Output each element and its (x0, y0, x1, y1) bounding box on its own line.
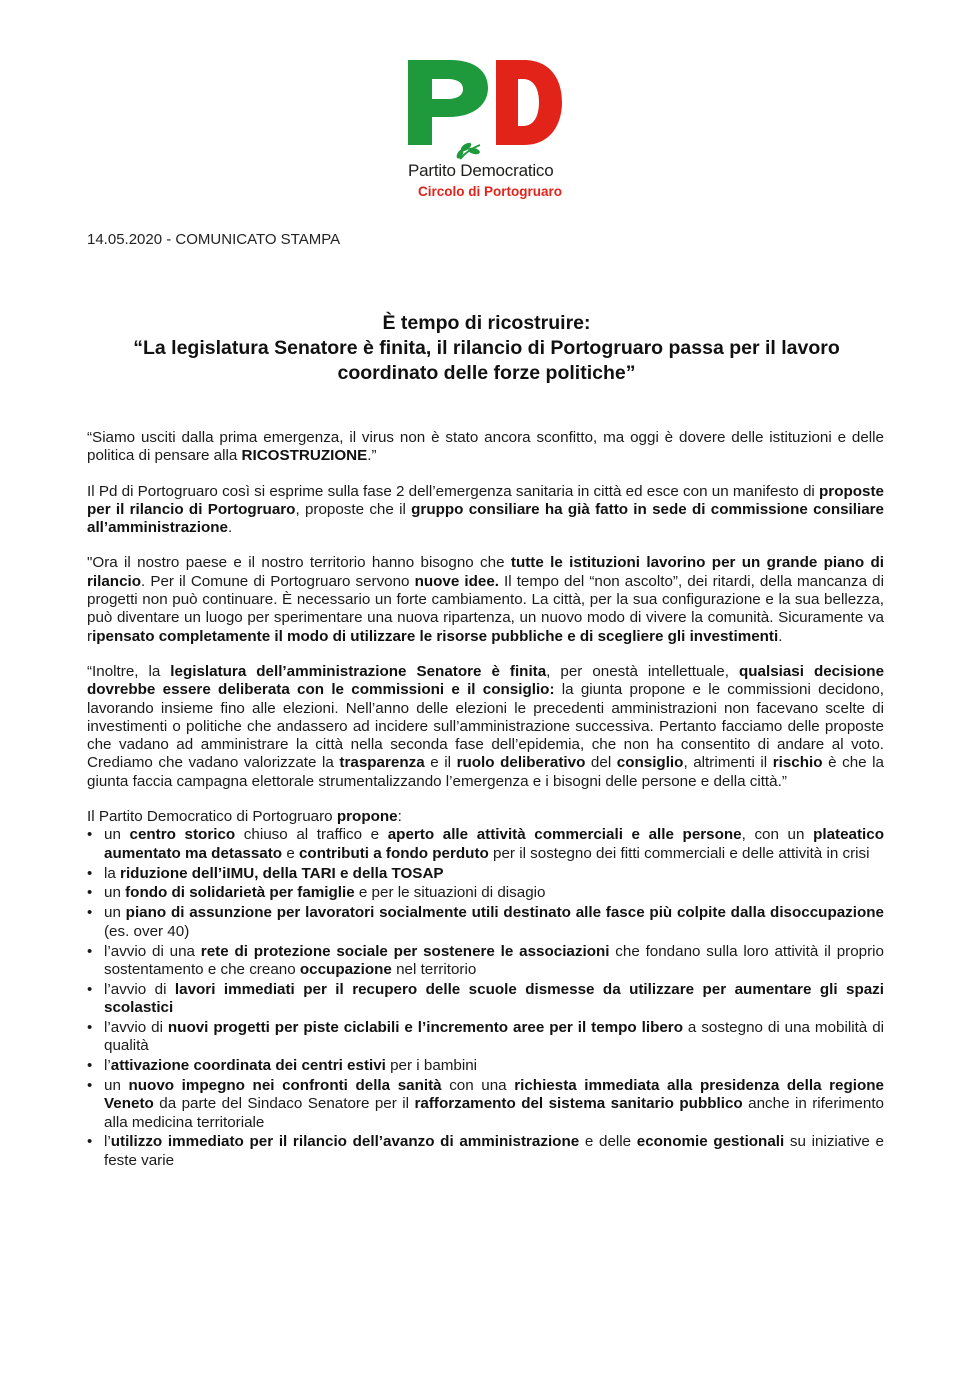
bold-run: propone (336, 808, 398, 826)
bold-run: consiglio (616, 754, 684, 772)
list-item: • la riduzione dell’iIMU, della TARI e della TOSAP (87, 865, 884, 883)
body-text (87, 429, 884, 1172)
dateline: 14.05.2020 - COMUNICATO STAMPA (87, 231, 341, 248)
text-run: Il Partito Democratico di Portogruaro (87, 808, 337, 826)
text-run: la giunta propone e le commissioni decidono, lavorando insieme fino alle elezioni. Nell’anno delle elezioni le precedenti amministrazioni non facevano scelte di investimenti o politiche che andassero ad incidere sull’amministrazione successiva. Pertanto facciamo delle proposte che vadano ad amministrare la città nella seconda fase dell’epidemia, che non ha consentito di andare al voto. Crediamo che vadano valorizzate la (87, 681, 884, 772)
logo-party-name: Partito Democratico (408, 161, 554, 180)
list-item: • un centro storico chiuso al traffico e aperto alle attività commerciali e alle persone, con un plateatico aumentato ma detassato e contributi a fondo perduto per il sostegno dei fitti commerciali e delle attività in crisi (87, 826, 884, 863)
bold-run: tutte le istituzioni lavorino per un grande piano di rilancio (87, 554, 885, 590)
text-run: : (397, 808, 402, 826)
text-run: è che la giunta faccia campagna elettorale strumentalizzando l’emergenza e i bisogni delle persone e della città.” (87, 754, 884, 790)
text-run: , altrimenti il (683, 754, 773, 772)
bold-run: RICOSTRUZIONE (241, 447, 368, 465)
text-run: del (585, 754, 617, 772)
paragraph-4 (87, 663, 884, 791)
title-line-3: coordinato delle forze politiche” (337, 362, 636, 384)
text-run: . (227, 519, 233, 537)
pd-logo-mark (400, 55, 570, 165)
text-run: e il (424, 754, 457, 772)
bold-run: gruppo consiliare ha già fatto in sede di commissione consiliare all’amministrazione (87, 500, 885, 537)
bold-run: rischio (772, 754, 823, 772)
text-run: "Ora il nostro paese e il nostro territorio hanno bisogno che (87, 554, 511, 572)
paragraph-2 (87, 483, 884, 538)
list-item: • l’avvio di una rete di protezione sociale per sostenere le associazioni che fondano sulla loro attività il proprio sostentamento e che creano occupazione nel territorio (87, 943, 884, 980)
bold-run: ipensato completamente il modo di utilizzare le risorse pubbliche e di scegliere gli investimenti (92, 627, 779, 645)
list-item: • l’attivazione coordinata dei centri estivi per i bambini (87, 1057, 884, 1075)
list-item: • un nuovo impegno nei confronti della sanità con una richiesta immediata alla presidenza della regione Veneto da parte del Sindaco Senatore per il rafforzamento del sistema sanitario pubblico anche in riferimento alla medicina territoriale (87, 1077, 884, 1132)
text-run: , per onestà intellettuale, (546, 662, 739, 680)
bold-run: proposte per il rilancio di Portogruaro (87, 482, 884, 518)
bold-run: ruolo deliberativo (456, 754, 586, 772)
bold-run: legislatura dell’amministrazione Senatore è finita (170, 662, 547, 680)
logo-circle-name: Circolo di Portogruaro (418, 184, 563, 199)
list-item: • l’avvio di lavori immediati per il recupero delle scuole dismesse da utilizzare per aumentare gli spazi scolastici (87, 981, 884, 1018)
bold-run: nuove idee. (414, 572, 499, 590)
paragraph-1 (87, 429, 884, 466)
title-line-1: È tempo di ricostruire: (382, 312, 591, 334)
logo-p-shape (408, 60, 488, 145)
text-run: “Siamo usciti dalla prima emergenza, il virus non è stato ancora sconfitto, ma oggi è dovere delle istituzioni e delle politica di pensare alla (87, 429, 884, 465)
logo-d-shape (496, 60, 562, 145)
text-run: .” (367, 447, 377, 465)
text-run: , proposte che il (295, 500, 412, 518)
text-run: . (778, 627, 783, 645)
text-run: . Per il Comune di Portogruaro servono (141, 572, 415, 590)
paragraph-3 (87, 554, 884, 645)
list-item: • un piano di assunzione per lavoratori socialmente utili destinato alle fasce più colpite dalla disoccupazione (es. over 40) (87, 904, 884, 941)
text-run: “Inoltre, la (87, 662, 171, 680)
list-item: • l’avvio di nuovi progetti per piste ciclabili e l’incremento aree per il tempo libero a sostegno di una mobilità di qualità (87, 1019, 884, 1056)
text-run: Il Pd di Portogruaro così si esprime sulla fase 2 dell’emergenza sanitaria in città ed esce con un manifesto di (87, 482, 820, 500)
party-logo (400, 55, 570, 205)
text-run: Il tempo del “non ascolto”, dei ritardi, della mancanza di progetti non può continuare. È necessario un forte cambiamento. La città, per la sua configurazione e la sua bellezza, può diventare un luogo per sperimentare una nuova ripartenza, un nuovo modo di vivere la comunità. Sicuramente va r (87, 572, 884, 645)
list-item: • l’utilizzo immediato per il rilancio dell’avanzo di amministrazione e delle economie gestionali su iniziative e feste varie (87, 1133, 884, 1170)
press-release-title (87, 311, 886, 386)
list-item: • un fondo di solidarietà per famiglie e per le situazioni di disagio (87, 884, 884, 902)
bold-run: trasparenza (339, 754, 425, 772)
bold-run: qualsiasi decisione dovrebbe essere deliberata con le commissioni e il consiglio: (87, 662, 885, 699)
proposals-intro (87, 808, 884, 826)
proposals-list (87, 826, 884, 1170)
title-line-2: “La legislatura Senatore è finita, il rilancio di Portogruaro passa per il lavoro (133, 337, 840, 359)
